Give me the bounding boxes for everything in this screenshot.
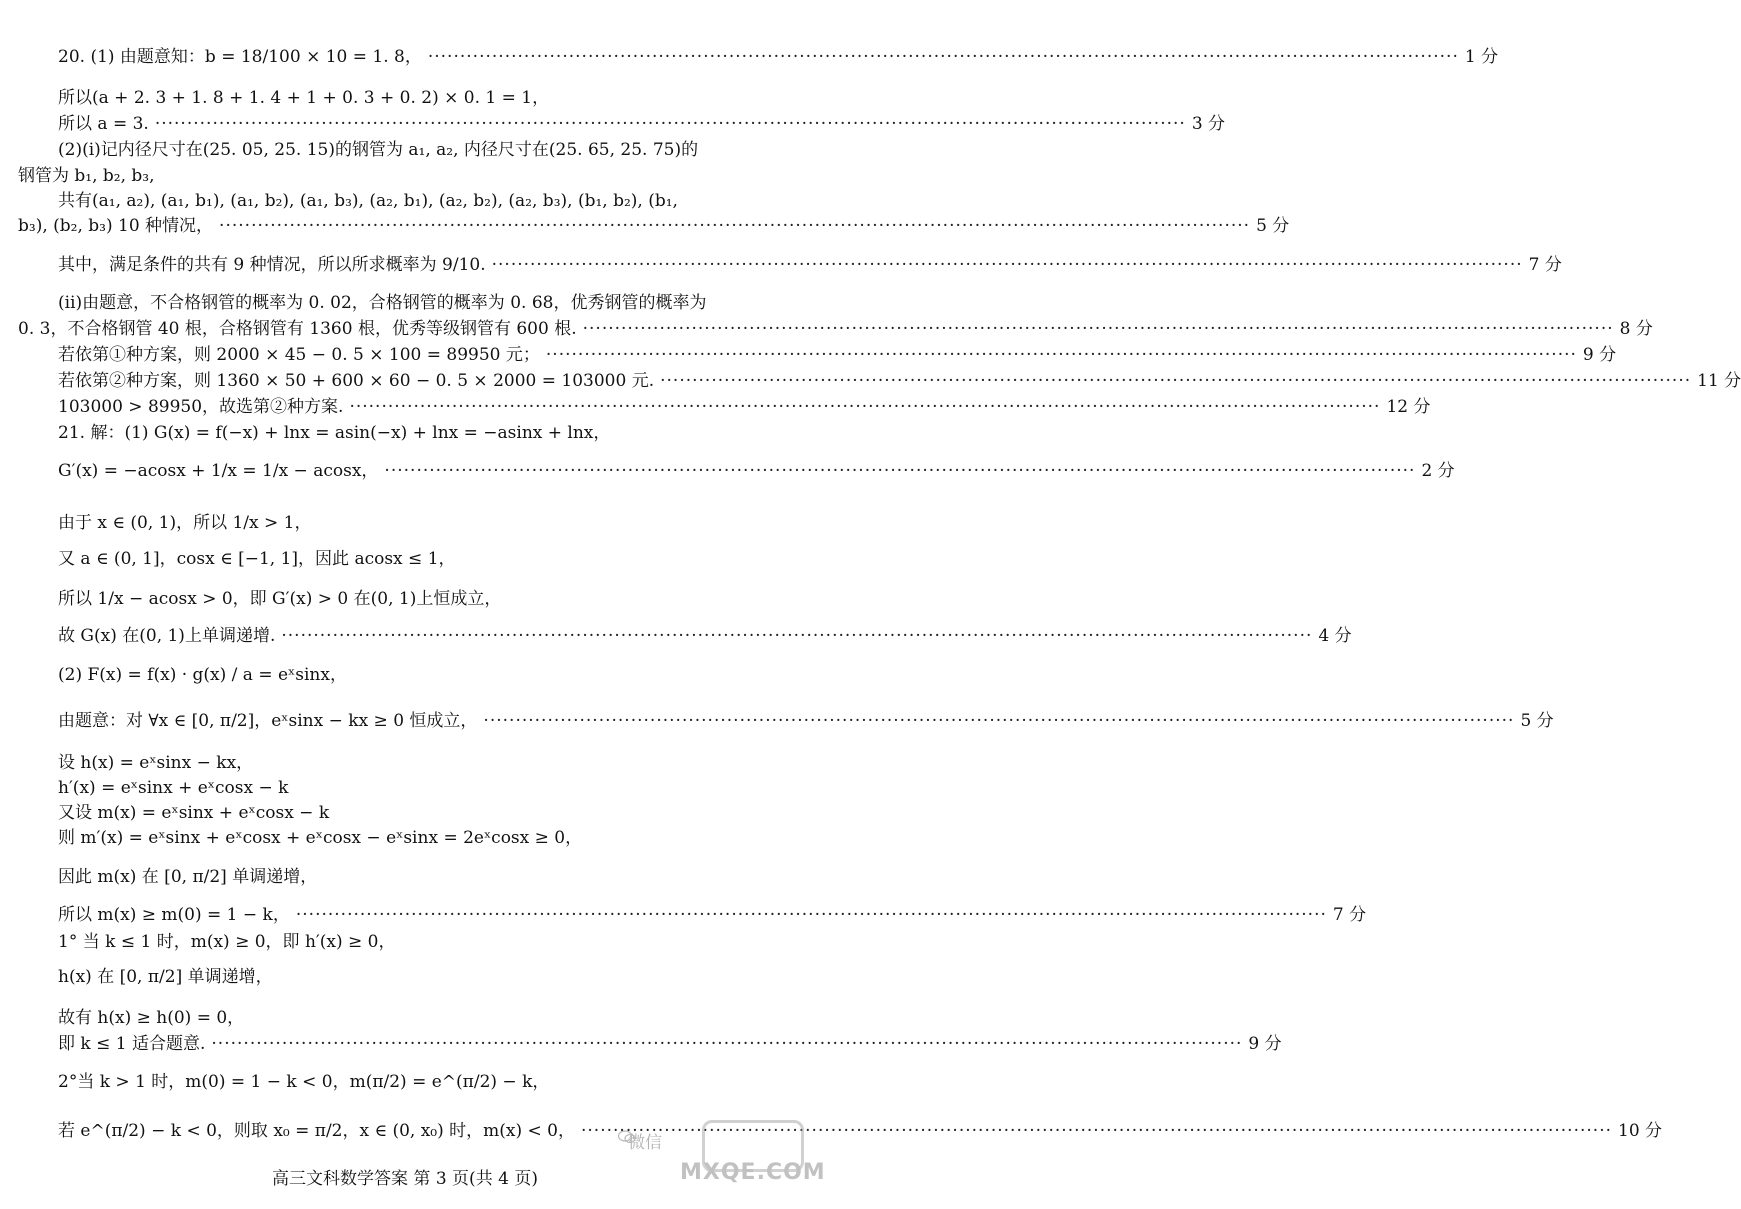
leader-dots: [211, 1033, 1242, 1055]
line-30: 故有 h(x) ≥ h(0) = 0，: [58, 1008, 245, 1028]
line-26: 因此 m(x) 在 [0, π/2] 单调递增，: [58, 867, 318, 887]
score-label: 4 分: [1318, 626, 1352, 646]
line-16: 由于 x ∈ (0, 1)，所以 1/x > 1，: [58, 513, 312, 533]
line-6: 共有(a₁, a₂), (a₁, b₁), (a₁, b₂), (a₁, b₃), (a₂, b₁), (a₂, b₂), (a₂, b₃), (b₁, b₂), (b₁,: [58, 191, 678, 211]
leader-dots: [155, 113, 1186, 135]
line-1: [58, 46, 1499, 68]
watermark: [620, 1120, 826, 1204]
score-label: 8 分: [1619, 319, 1653, 339]
line-text: 即 k ≤ 1 适合题意.: [58, 1034, 206, 1054]
leader-dots: [546, 344, 1577, 366]
line-text: b₃), (b₂, b₃) 10 种情况，: [18, 216, 214, 236]
leader-dots: [483, 710, 1514, 732]
score-label: 11 分: [1697, 371, 1741, 391]
watermark-brand: MXQE.COM: [680, 1160, 826, 1185]
line-22: 设 h(x) = eˣsinx − kx，: [58, 753, 254, 773]
line-8: [58, 254, 1562, 276]
score-label: 3 分: [1191, 114, 1226, 134]
line-31: [58, 1033, 1282, 1055]
score-label: 2 分: [1421, 461, 1455, 481]
score-label: 9 分: [1248, 1034, 1282, 1054]
line-3: [58, 113, 1226, 135]
score-label: 5 分: [1256, 216, 1290, 236]
line-23: h′(x) = eˣsinx + eˣcosx − k: [58, 778, 289, 798]
line-12: [58, 370, 1741, 392]
line-28: 1° 当 k ≤ 1 时，m(x) ≥ 0，即 h′(x) ≥ 0，: [58, 932, 396, 952]
line-text: 所以 a = 3.: [58, 114, 149, 134]
leader-dots: [583, 318, 1614, 340]
leader-dots: [660, 370, 1691, 392]
line-13: [58, 396, 1431, 418]
line-14: 21. 解：(1) G(x) = f(−x) + lnx = asin(−x) + lnx = −asinx + lnx，: [58, 423, 611, 443]
line-text: 若 e^(π/2) − k < 0，则取 x₀ = π/2，x ∈ (0, x₀) 时，m(x) < 0，: [58, 1121, 575, 1141]
line-11: [58, 344, 1617, 366]
line-21: [58, 710, 1554, 732]
line-text: 若依第②种方案，则 1360 × 50 + 600 × 60 − 0. 5 × 2000 = 103000 元.: [58, 371, 655, 391]
score-label: 7 分: [1528, 255, 1562, 275]
line-text: 由题意：对 ∀x ∈ [0, π/2]，eˣsinx − kx ≥ 0 恒成立，: [58, 711, 478, 731]
score-label: 9 分: [1582, 345, 1617, 365]
line-text: 其中，满足条件的共有 9 种情况，所以所求概率为 9/10.: [58, 255, 486, 275]
line-24: 又设 m(x) = eˣsinx + eˣcosx − k: [58, 803, 330, 823]
leader-dots: [492, 254, 1523, 276]
watermark-text: 微信: [628, 1133, 662, 1153]
line-32: 2°当 k > 1 时，m(0) = 1 − k < 0，m(π/2) = e^(π/2) − k，: [58, 1072, 550, 1092]
line-20: (2) F(x) = f(x) · g(x) / a = eˣsinx，: [58, 665, 347, 685]
line-text: 故 G(x) 在(0, 1)上单调递增.: [58, 626, 276, 646]
line-18: 所以 1/x − acosx > 0，即 G′(x) > 0 在(0, 1)上恒成立，: [58, 589, 502, 609]
line-19: [58, 625, 1352, 647]
leader-dots: [349, 396, 1380, 418]
score-label: 10 分: [1618, 1121, 1663, 1141]
leader-dots: [428, 46, 1459, 68]
leader-dots: [219, 215, 1250, 237]
line-10: [18, 318, 1653, 340]
line-2: 所以(a + 2. 3 + 1. 8 + 1. 4 + 1 + 0. 3 + 0. 2) × 0. 1 = 1，: [58, 88, 550, 108]
score-label: 7 分: [1332, 905, 1367, 925]
line-15: [58, 460, 1455, 482]
line-text: 20. (1) 由题意知：b = 18/100 × 10 = 1. 8，: [58, 47, 422, 67]
score-label: 12 分: [1386, 397, 1431, 417]
page-footer: 高三文科数学答案 第 3 页(共 4 页): [272, 1169, 538, 1189]
line-text: 0. 3，不合格钢管 40 根，合格钢管有 1360 根，优秀等级钢管有 600 根.: [18, 319, 577, 339]
line-text: G′(x) = −acosx + 1/x = 1/x − acosx，: [58, 461, 379, 481]
line-text: 所以 m(x) ≥ m(0) = 1 − k，: [58, 905, 290, 925]
line-25: 则 m′(x) = eˣsinx + eˣcosx + eˣcosx − eˣsinx = 2eˣcosx ≥ 0，: [58, 828, 583, 848]
line-29: h(x) 在 [0, π/2] 单调递增，: [58, 967, 273, 987]
line-text: 若依第①种方案，则 2000 × 45 − 0. 5 × 100 = 89950 元；: [58, 345, 540, 365]
leader-dots: [296, 904, 1327, 926]
leader-dots: [384, 460, 1415, 482]
line-17: 又 a ∈ (0, 1]，cosx ∈ [−1, 1]，因此 acosx ≤ 1，: [58, 549, 456, 569]
line-7: [18, 215, 1290, 237]
score-label: 5 分: [1520, 711, 1554, 731]
line-4: (2)(ⅰ)记内径尺寸在(25. 05, 25. 15)的钢管为 a₁, a₂, 内径尺寸在(25. 65, 25. 75)的: [58, 140, 699, 160]
score-label: 1 分: [1464, 47, 1499, 67]
line-text: 103000 > 89950，故选第②种方案.: [58, 397, 344, 417]
line-27: [58, 904, 1367, 926]
line-5: 钢管为 b₁, b₂, b₃,: [18, 166, 155, 186]
line-9: (ⅱ)由题意，不合格钢管的概率为 0. 02，合格钢管的概率为 0. 68，优秀钢管的概率为: [58, 293, 707, 313]
leader-dots: [281, 625, 1312, 647]
